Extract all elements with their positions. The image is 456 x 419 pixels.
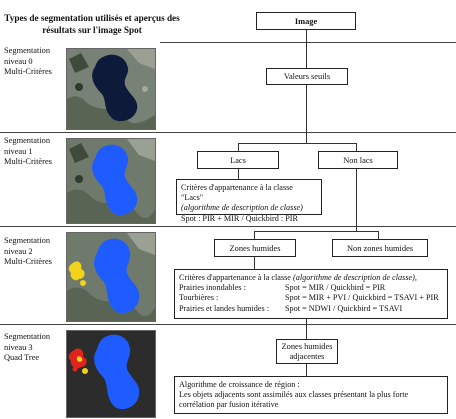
node-image: Image [256,12,356,30]
connector-to-nonzh [378,231,379,239]
level-0-label: Segmentation niveau 0 Multi-Critères [4,46,52,76]
connector-to-zh [254,231,255,239]
node-non-lacs: Non lacs [318,151,398,169]
connector-to-lacs [238,143,239,151]
level-3-label: Segmentation niveau 3 Quad Tree [4,332,51,362]
criteria-row: Prairies inondables : Spot = MIR / Quickbird = PIR [179,283,386,293]
separator-2-3 [0,226,456,227]
connector-zha-croissance [306,364,307,376]
node-non-zones-humides: Non zones humides [332,239,428,257]
level-2-label: Segmentation niveau 2 Multi-Critères [4,236,52,266]
level-1-label: Segmentation niveau 1 Multi-Critères [4,136,52,166]
criteria-lacs-box: Critères d'appartenance à la classe "Lacs" (algorithme de description de classe) Spot : PIR + MIR / Quickbird : PIR [176,179,322,215]
connector-image-seuils [306,30,307,68]
spot-image-level-1 [66,138,156,224]
connector-to-nonlacs [356,143,357,151]
criteria-row: Prairies et landes humides : Spot = NDWI / Quickbird = TSAVI [179,303,403,313]
spot-image-level-3 [66,330,156,418]
connector-nonlacs-split [356,169,357,231]
node-valeurs-seuils: Valeurs seuils [266,68,348,85]
spot-image-level-0 [66,48,156,130]
node-lacs: Lacs [197,151,279,169]
connector-seuils-split [306,85,307,143]
connector-lacs-criteria [238,169,239,179]
connector-criteria-zha [306,319,307,339]
spot-image-level-2 [66,232,156,322]
figure-title: Types de segmentation utilisés et aperçus des résultats sur l'image Spot [4,13,180,35]
connector-zh-criteria [254,257,255,269]
node-zones-humides: Zones humides [214,239,296,257]
node-zones-humides-adjacentes: Zones humides adjacentes [276,339,338,364]
connector-zh-bar [254,231,378,232]
criteria-table [179,283,439,314]
criteria-zones-humides-box: Critères d'appartenance à la classe (algorithme de description de classe), Prairies inondables : Spot = MIR / Quickbird = PIR Tourbières : Spot = MIR + PVI / Quickbird = TSAVI + PIR Prairies et landes humides : Spot = NDWI / Quickbird = TSAVI [174,269,448,319]
separator-3-4 [0,324,456,325]
separator-1-2 [0,132,456,133]
croissance-region-box: Algorithme de croissance de région : Les objets adjacents sont assimilés aux classes présentant la plus forte corrélation par fusion itérative [174,376,448,414]
separator-0-1 [160,42,456,43]
criteria-row: Tourbières : Spot = MIR + PVI / Quickbird = TSAVI + PIR [179,293,439,303]
connector-lacs-nonlacs-bar [238,143,356,144]
